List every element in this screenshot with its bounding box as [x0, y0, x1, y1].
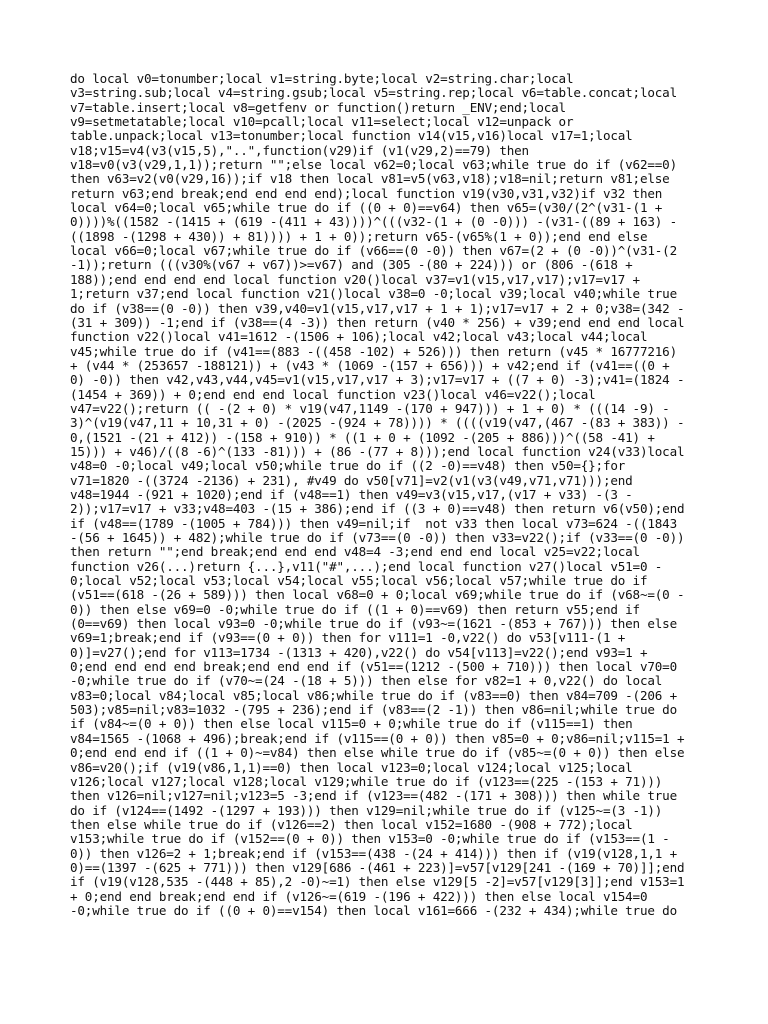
code-line: + 0;end end break;end end if (v126~=(619 -(196 + 422))) then else local v154=0 [70, 888, 648, 904]
code-line: 0;end end end if ((1 + 0)~=v84) then else while true do if (v85~=(0 + 0)) then else [70, 745, 685, 761]
code-line: v18=v0(v3(v29,1,1));return "";else local v62=0;local v63;while true do if (v62==0) [70, 157, 677, 173]
code-line: v9=setmetatable;local v10=pcall;local v11=select;local v12=unpack or [70, 114, 574, 130]
code-line: 0)]=v27();end for v113=1734 -(1313 + 420),v22() do v54[v113]=v22();end v93=1 + [70, 644, 648, 660]
code-line: v153;while true do if (v152==(0 + 0)) then v153=0 -0;while true do if (v153==(1 - [70, 831, 670, 847]
code-line: v18;v15=v4(v3(v15,5),"..",function(v29)if (v1(v29,2)==79) then [70, 142, 529, 158]
code-line: v69=1;break;end if (v93==(0 + 0)) then for v111=1 -0,v22() do v53[v111-(1 + [70, 630, 626, 646]
code-line: (31 + 309)) -1;end if (v38==(4 -3)) then return (v40 * 256) + v39;end end end local [70, 314, 685, 330]
code-line: do if (v38==(0 -0)) then v39,v40=v1(v15,v17,v17 + 1 + 1);v17=v17 + 2 + 0;v38=(342 - [70, 300, 685, 316]
code-line: then v126=nil;v127=nil;v123=5 -3;end if (v123==(482 -(171 + 308))) then while true [70, 788, 677, 804]
code-line: -(56 + 1645)) + 482);while true do if (v73==(0 -0)) then v33=v22();if (v33==(0 -0)) [70, 530, 685, 545]
code-line: -0;while true do if ((0 + 0)==v154) then local v161=666 -(232 + 434);while true do [70, 902, 677, 918]
code-line: (1454 + 369)) + 0;end end end local function v23()local v46=v22();local [70, 386, 596, 402]
code-line: 0))))%((1582 -(1415 + (619 -(411 + 43))))^(((v32-(1 + (0 -0))) -(v31-((89 + 163) - [70, 214, 677, 230]
code-line: v126;local v127;local v128;local v129;while true do if (v123==(225 -(153 + 71))) [70, 773, 663, 789]
code-line: v7=table.insert;local v8=getfenv or function()return _ENV;end;local [70, 99, 566, 115]
code-line: do if (v124==(1492 -(1297 + 193))) then v129=nil;while true do if (v125~=(3 -1)) [70, 802, 663, 818]
code-line: -1));return (((v30%(v67 + v67))>=v67) and (305 -(80 + 224))) or (806 -(618 + [70, 257, 633, 273]
code-line: local v66=0;local v67;while true do if (v66==(0 -0)) then v67=(2 + (0 -0))^(v31-(2 [70, 243, 677, 259]
code-line: 1;return v37;end local function v21()local v38=0 -0;local v39;local v40;while true [70, 286, 677, 302]
code-line: if (v19(v128,535 -(448 + 85),2 -0)~=1) then else v129[5 -2]=v57[v129[3]];end v153=1 [70, 874, 685, 890]
code-line: v45;while true do if (v41==(883 -((458 -102) + 526))) then return (v45 * 16777216) [70, 343, 677, 359]
code-line: return v63;end break;end end end end);local function v19(v30,v31,v32)if v32 then [70, 185, 663, 201]
code-line: 0)) then v126=2 + 1;break;end if (v153==(438 -(24 + 414))) then if (v19(v128,1,1 + [70, 845, 677, 861]
code-line: if (v48==(1789 -(1005 + 784))) then v49=nil;if not v33 then local v73=624 -((1843 [70, 515, 677, 531]
code-line: table.unpack;local v13=tonumber;local function v14(v15,v16)local v17=1;local [70, 128, 633, 144]
code-line: ((1898 -(1298 + 430)) + 81)))) + 1 + 0));return v65-(v65%(1 + 0));end end else [70, 228, 648, 244]
code-line: then v63=v2(v0(v29,16));if v18 then local v81=v5(v63,v18);v18=nil;return v81;else [70, 171, 670, 187]
code-line: + (v44 * (253657 -188121)) + (v43 * (1069 -(157 + 656))) + v42;end if (v41==((0 + [70, 357, 670, 373]
code-line: local v64=0;local v65;while true do if ((0 + 0)==v64) then v65=(v30/(2^(v31-(1 + [70, 200, 663, 216]
code-line: v86=v20();if (v19(v86,1,1)==0) then local v123=0;local v124;local v125;local [70, 759, 633, 775]
code-line: (v51==(618 -(26 + 589))) then local v68=0 + 0;local v69;while true do if (v68~=(0 - [70, 587, 685, 603]
code-line: 0)) then else v69=0 -0;while true do if ((1 + 0)==v69) then return v55;end if [70, 601, 640, 617]
code-line: if (v84~=(0 + 0)) then else local v115=0 + 0;while true do if (v115==1) then [70, 716, 633, 732]
code-line: 0;local v52;local v53;local v54;local v55;local v56;local v57;while true do if [70, 573, 648, 589]
code-line: v48=0 -0;local v49;local v50;while true do if ((2 -0)==v48) then v50={};for [70, 458, 626, 474]
code-line: 15))) + v46)/((8 -6)^(133 -81))) + (86 -(77 + 8)));end local function v24(v33)local [70, 443, 685, 459]
code-line: 188));end end end end local function v20()local v37=v1(v15,v17,v17);v17=v17 + [70, 271, 640, 287]
code-line: 0,(1521 -(21 + 412)) -(158 + 910)) * ((1 + 0 + (1092 -(205 + 886)))^((58 -41) + [70, 429, 655, 445]
code-line: v83=0;local v84;local v85;local v86;while true do if (v83==0) then v84=709 -(206 + [70, 687, 677, 703]
code-line: function v22()local v41=1612 -(1506 + 106);local v42;local v43;local v44;local [70, 329, 648, 345]
code-text-block [70, 72, 710, 918]
code-line: (0==v69) then local v93=0 -0;while true do if (v93~=(1621 -(853 + 767))) then else [70, 616, 677, 632]
code-line: v3=string.sub;local v4=string.gsub;local v5=string.rep;local v6=table.concat;local [70, 85, 677, 101]
code-line: v48=1944 -(921 + 1020);end if (v48==1) then v49=v3(v15,v17,(v17 + v33) -(3 - [70, 486, 633, 502]
code-line: 0)==(1397 -(625 + 771))) then v129[686 -(461 + 223)]=v57[v129[241 -(169 + 70)]];end [70, 859, 685, 875]
code-line: 503);v85=nil;v83=1032 -(795 + 236);end if (v83==(2 -1)) then v86=nil;while true do [70, 702, 677, 718]
code-line: 3)^(v19(v47,11 + 10,31 + 0) -(2025 -(924 + 78)))) * ((((v19(v47,(467 -(83 + 383)) - [70, 415, 685, 431]
code-line: 0) -0)) then v42,v43,v44,v45=v1(v15,v17,v17 + 3);v17=v17 + ((7 + 0) -3);v41=(1824 - [70, 372, 685, 388]
code-line: -0;while true do if (v70~=(24 -(18 + 5))) then else for v82=1 + 0,v22() do local [70, 673, 663, 689]
code-line: then return "";end break;end end end v48=4 -3;end end end local v25=v22;local [70, 544, 640, 560]
code-line: function v26(...)return {...},v11("#",...);end local function v27()local v51=0 - [70, 558, 663, 574]
code-line: v84=1565 -(1068 + 496);break;end if (v115==(0 + 0)) then v85=0 + 0;v86=nil;v115=1 + [70, 730, 685, 746]
code-line: then else while true do if (v126==2) then local v152=1680 -(908 + 772);local [70, 816, 633, 832]
code-line: 0;end end end end break;end end end if (v51==(1212 -(500 + 710))) then local v70=0 [70, 659, 677, 675]
code-line: do local v0=tonumber;local v1=string.byte;local v2=string.char;local [70, 71, 574, 86]
code-line: v71=1820 -((3724 -2136) + 231), #v49 do v50[v71]=v2(v1(v3(v49,v71,v71)));end [70, 472, 633, 488]
code-line: v47=v22();return (( -(2 + 0) * v19(v47,1149 -(170 + 947))) + 1 + 0) * (((14 -9) - [70, 400, 670, 416]
code-line: 2));v17=v17 + v33;v48=403 -(15 + 386);end if ((3 + 0)==v48) then return v6(v50);end [70, 501, 685, 517]
